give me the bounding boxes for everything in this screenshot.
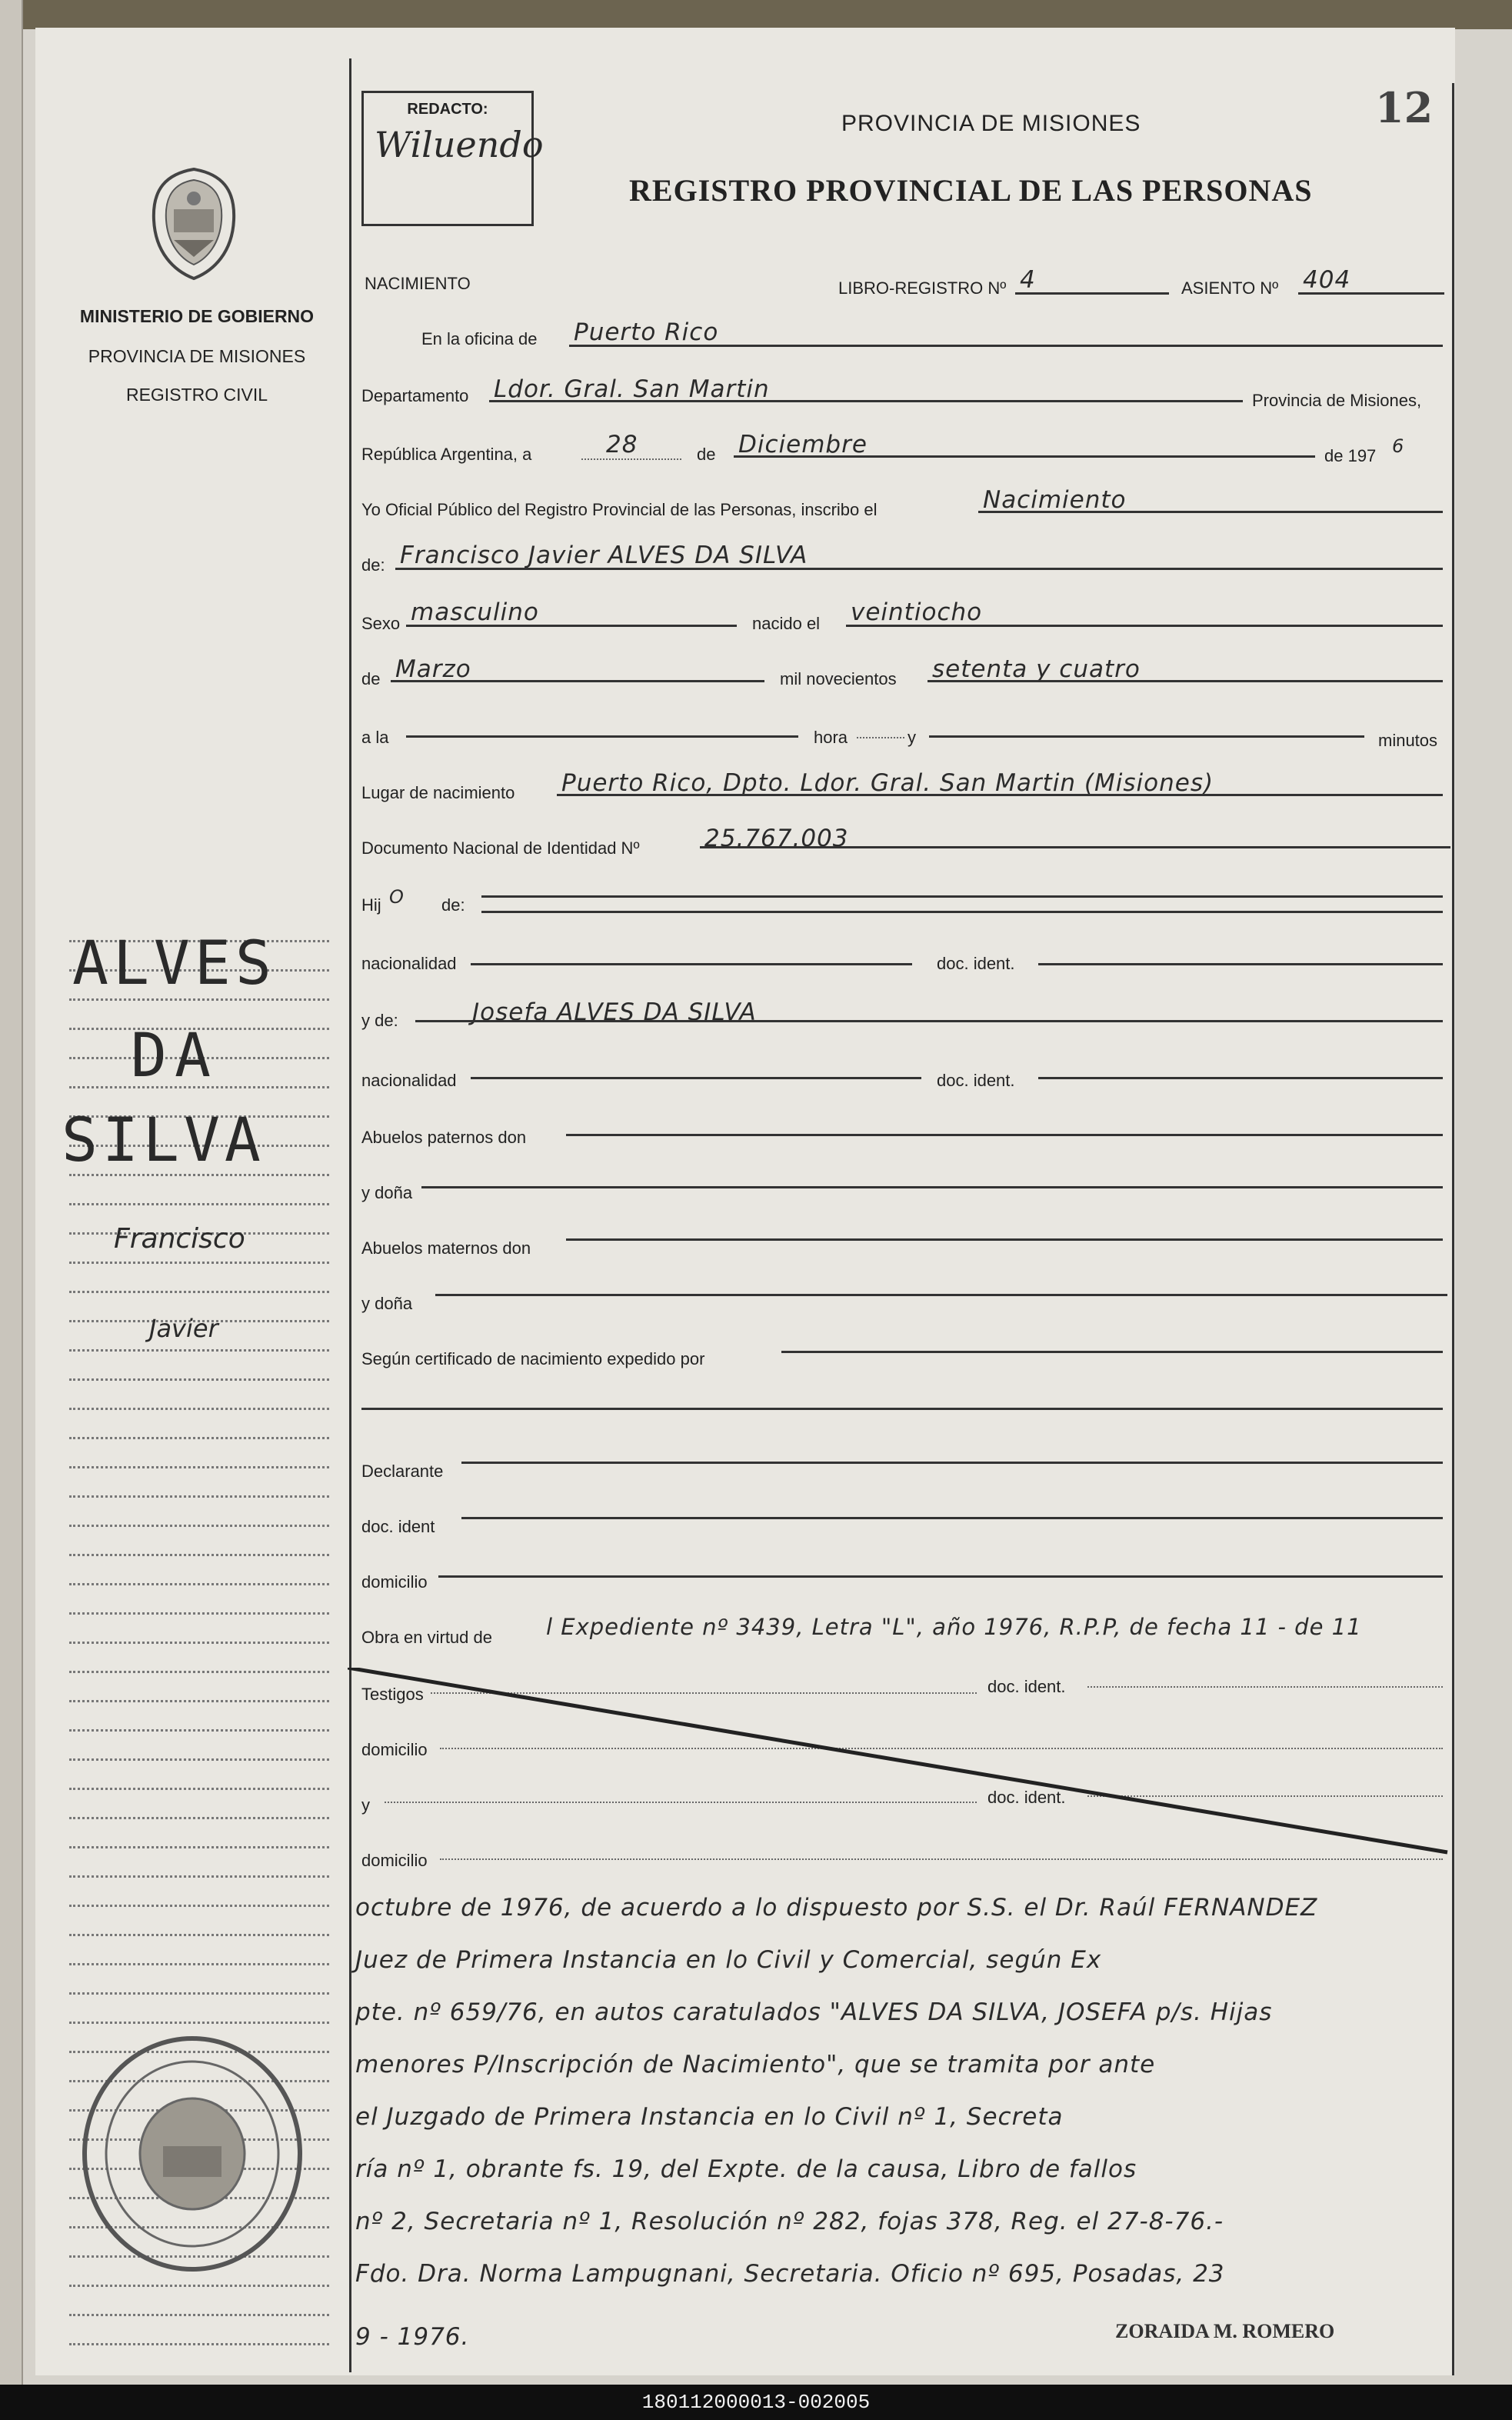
doc-ident-testigo-label: doc. ident. [987, 1677, 1066, 1696]
coat-of-arms-icon [143, 166, 245, 282]
margin-surname-2: DA [131, 1022, 218, 1091]
hijo-value: O [389, 886, 405, 908]
doc-ident-testigo2-label: doc. ident. [987, 1788, 1066, 1807]
anio-value: 6 [1392, 435, 1405, 457]
mes-nac-label: de [361, 669, 381, 688]
libro-label: LIBRO-REGISTRO Nº [838, 278, 1007, 298]
abuela-paterna-label: y doña [361, 1183, 413, 1202]
paragraph-line-6: ría nº 1, obrante fs. 19, del Expte. de la causa, Libro de fallos [355, 2155, 1137, 2183]
y-label: y [908, 728, 916, 747]
minutos-label: minutos [1378, 731, 1438, 750]
redacto-box [361, 91, 544, 226]
civil-registry-heading: REGISTRO CIVIL [125, 385, 268, 405]
abuela-materna-label: y doña [361, 1294, 413, 1313]
dni-label: Documento Nacional de Identidad Nº [361, 838, 640, 858]
nacimiento-label: NACIMIENTO [365, 274, 471, 293]
nacionalidad-madre-label: nacionalidad [361, 1071, 457, 1090]
province-heading: PROVINCIA DE MISIONES [841, 111, 1141, 136]
nacionalidad-label: nacionalidad [361, 954, 457, 973]
paragraph-line-8: Fdo. Dra. Norma Lampugnani, Secretaria. Oficio nº 695, Posadas, 23 [355, 2260, 1225, 2288]
margin-surname-1: ALVES [72, 929, 276, 998]
a-la-label: a la [361, 728, 389, 747]
margin-surname-3: SILVA [62, 1106, 265, 1175]
sexo-label: Sexo [361, 614, 401, 633]
dia-value: 28 [606, 431, 638, 458]
inscribo-value: Nacimiento [983, 486, 1127, 514]
paragraph-line-1: octubre de 1976, de acuerdo a lo dispuesto por S.S. el Dr. Raúl FERNANDEZ [355, 1894, 1318, 1922]
domicilio-testigo2-label: domicilio [361, 1851, 428, 1870]
y-testigo-label: y [361, 1795, 370, 1815]
margin-given-name-2: Javier [149, 1314, 218, 1343]
cancellation-stroke [348, 1668, 1455, 1860]
lugar-value: Puerto Rico, Dpto. Ldor. Gral. San Martin (Misiones) [561, 769, 1214, 797]
asiento-value: 404 [1303, 266, 1351, 294]
hijo-de-label: de: [441, 895, 465, 915]
sexo-value: masculino [411, 598, 539, 626]
document-id-footer: 180112000013-002005 [0, 2385, 1512, 2420]
margin-given-name-1: Francisco [114, 1223, 245, 1255]
doc-ident-declarante-label: doc. ident [361, 1517, 435, 1536]
mes-de-label: de [697, 445, 716, 464]
obra-label: Obra en virtud de [361, 1628, 492, 1647]
page-number: 12 [1375, 83, 1434, 132]
provincia-suffix: Provincia de Misiones, [1252, 391, 1422, 410]
nacido-value: veintiocho [851, 598, 983, 626]
margin-divider [349, 58, 351, 2372]
hora-label: hora [814, 728, 848, 747]
paragraph-line-3: pte. nº 659/76, en autos caratulados "ALVES DA SILVA, JOSEFA p/s. Hijas [355, 1998, 1273, 2026]
segun-certificado-label: Según certificado de nacimiento expedido por [361, 1349, 705, 1368]
redacto-signature: Wiluendo [375, 124, 544, 165]
obra-value: l Expediente nº 3439, Letra "L", año 1976, R.P.P, de fecha 11 - de 11 [546, 1614, 1362, 1640]
anio-nac-value: setenta y cuatro [932, 655, 1141, 683]
redacto-label: REDACTO: [407, 101, 488, 118]
ministry-heading: MINISTERIO DE GOBIERNO [79, 306, 315, 326]
madre-value: Josefa ALVES DA SILVA [472, 998, 757, 1026]
domicilio-testigo-label: domicilio [361, 1740, 428, 1759]
province-subheading: PROVINCIA DE MISIONES [88, 346, 306, 366]
declarante-label: Declarante [361, 1462, 444, 1481]
abuelos-maternos-label: Abuelos maternos don [361, 1238, 531, 1258]
y-de-label: y de: [361, 1011, 398, 1030]
hijo-label: Hij [361, 895, 381, 915]
nacido-label: nacido el [752, 614, 821, 633]
domicilio-declarante-label: domicilio [361, 1572, 428, 1592]
oficina-label: En la oficina de [421, 329, 538, 348]
dni-value: 25.767.003 [704, 825, 849, 852]
doc-ident-label: doc. ident. [937, 954, 1015, 973]
binding-strip [0, 0, 1512, 29]
testigos-label: Testigos [361, 1685, 424, 1704]
paragraph-line-2: Juez de Primera Instancia en lo Civil y Comercial, según Ex [355, 1946, 1102, 1974]
abuelos-paternos-label: Abuelos paternos don [361, 1128, 527, 1147]
paragraph-line-9: 9 - 1976. [355, 2323, 470, 2351]
anio-label: de 197 [1324, 446, 1377, 465]
de-label: de: [361, 555, 385, 575]
oficial-label: Yo Oficial Público del Registro Provincial de las Personas, inscribo el [361, 500, 878, 519]
doc-ident-madre-label: doc. ident. [937, 1071, 1015, 1090]
paragraph-line-5: el Juzgado de Primera Instancia en lo Civil nº 1, Secreta [355, 2103, 1064, 2131]
mes-value: Diciembre [738, 431, 868, 458]
republica-label: República Argentina, a [361, 445, 532, 464]
mil-label: mil novecientos [780, 669, 897, 688]
signature-stamp: ZORAIDA M. ROMERO [1115, 2320, 1335, 2342]
left-binding [0, 0, 23, 2385]
lugar-label: Lugar de nacimiento [361, 783, 515, 802]
oficina-value: Puerto Rico [574, 318, 719, 346]
paragraph-line-7: nº 2, Secretaria nº 1, Resolución nº 282, fojas 378, Reg. el 27-8-76.- [355, 2208, 1224, 2235]
right-border [1452, 83, 1454, 2375]
departamento-label: Departamento [361, 386, 469, 405]
asiento-label: ASIENTO Nº [1181, 278, 1279, 298]
mes-nac-value: Marzo [395, 655, 471, 683]
paragraph-line-4: menores P/Inscripción de Nacimiento", que se tramita por ante [355, 2051, 1156, 2078]
nombre-value: Francisco Javier ALVES DA SILVA [400, 542, 808, 569]
departamento-value: Ldor. Gral. San Martin [494, 375, 770, 403]
libro-value: 4 [1020, 266, 1036, 294]
official-seal-icon [77, 2031, 308, 2277]
registry-heading: REGISTRO PROVINCIAL DE LAS PERSONAS [629, 173, 1313, 208]
